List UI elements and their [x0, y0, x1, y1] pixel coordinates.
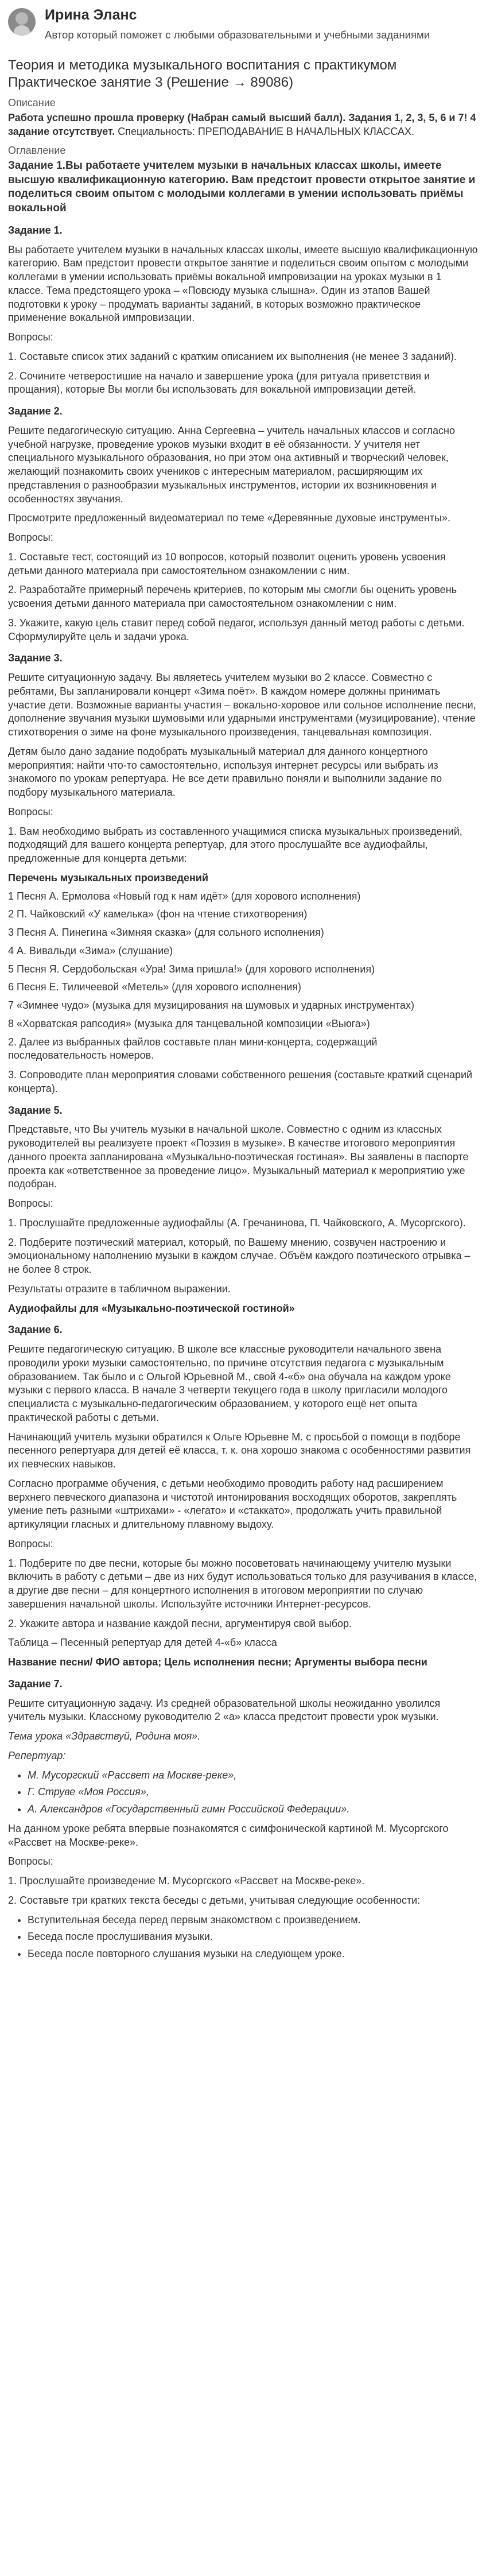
list-item: • М. Мусоргский «Рассвет на Москве-реке»,: [28, 1769, 478, 1783]
list-item: • Вступительная беседа перед первым знакомством с произведением.: [28, 1913, 478, 1927]
list-item: 6 Песня Е. Тиличеевой «Метель» (для хорового исполнения): [8, 981, 302, 993]
task5-questions-label: Вопросы:: [8, 1198, 53, 1210]
list-item: 8 «Хорватская рапсодия» (музыка для танцевальной композиции «Вьюга»): [8, 1017, 370, 1029]
task7-paragraph-2: На данном уроке ребята впервые познакомятся с симфонической картиной М. Мусоргского «Рассвет на Москве-реке».: [8, 1822, 449, 1848]
list-item: 4 А. Вивальди «Зима» (слушание): [8, 944, 173, 956]
description-rest: Специальность: ПРЕПОДАВАНИЕ В НАЧАЛЬНЫХ КЛАССАХ.: [115, 125, 415, 137]
task2-paragraph-2: Просмотрите предложенный видеоматериал по теме «Деревянные духовые инструменты».: [8, 512, 450, 524]
description-bold: Работа успешно прошла проверку (Набран самый высший балл). Задания 1, 2, 3, 5, 6 и 7! 4 задание отсутствует.: [8, 111, 476, 137]
list-item: 2 П. Чайковский «У камелька» (фон на чтение стихотворения): [8, 908, 308, 920]
task3-music-list: [8, 890, 478, 1031]
task3-question-2: 2. Далее из выбранных файлов составьте план мини-концерта, содержащий последовательность номеров.: [8, 1036, 378, 1062]
task7-repertoire-list: [8, 1769, 478, 1816]
task3-question-3: 3. Сопроводите план мероприятия словами собственного решения (составьте краткий сценарий концерта).: [8, 1069, 473, 1094]
task2-question-2: 2. Разработайте примерный перечень критериев, по которым мы смогли бы оценить уровень усвоения детьми данного материала при самостоятельном ознакомлении с ним.: [8, 584, 457, 610]
task6-questions-label: Вопросы:: [8, 1537, 53, 1550]
task2-heading: Задание 2.: [8, 405, 63, 417]
task6-table-header: Название песни/ ФИО автора; Цель исполнения песни; Аргументы выбора песни: [8, 1656, 427, 1668]
task1-question-1: 1. Составьте список этих заданий с кратким описанием их выполнения (не менее 3 заданий).: [8, 350, 457, 362]
task5-heading: Задание 5.: [8, 1104, 63, 1116]
task1-questions-label: Вопросы:: [8, 331, 53, 343]
task3-questions-label: Вопросы:: [8, 805, 53, 818]
task5-question-2: 2. Подберите поэтический материал, который, по Вашему мнению, созвучен настроению и эмоциональному наполнению музыки в каждом случае. Объём каждого поэтического отрывка – не более 8 строк.: [8, 1236, 471, 1276]
task1-main-heading: Задание 1.Вы работаете учителем музыки в начальных классах школы, имеете высшую квалификационную категорию. Вам предстоит провести открытое занятие и поделиться своим опытом с молодыми коллегами в умении использовать приёмы вокальной: [8, 160, 476, 215]
task5-question-1: 1. Прослушайте предложенные аудиофайлы (А. Гречанинова, П. Чайковского, А. Мусоргского).: [8, 1217, 466, 1229]
task3-heading: Задание 3.: [8, 652, 63, 664]
task7-paragraph-1: Решите ситуационную задачу. Из средней образовательной школы неожиданно уволился учитель музыки. Классному руководителю 2 «а» класса предстоит провести урок музыки.: [8, 1697, 441, 1723]
task6-paragraph-1: Решите педагогическую ситуацию. В школе все классные руководители начального звена проводили уроки музыки самостоятельно, по причине отсутствия педагога с музыкальным образованием. Так было и с Ольгой Юрьевной М., свой 4-«б» она обучала на каждом уроке музыки с первого класса. В начале 3 четверти текущего года в школу пригласили молодого специалиста с музыкально-педагогическим образованием, у которого ещё нет опыта практической работы с детьми.: [8, 1343, 451, 1423]
task6-question-1: 1. Подберите по две песни, которые бы можно посоветовать начинающему учителю музыки включить в работу с детьми – две из них будут использоваться только для разучивания в классе, а другие две песни – для концертного исполнения в итоговом мероприятии по случаю завершения начальной школы. Используйте источники Интернет-ресурсов.: [8, 1557, 477, 1610]
task6-question-2: 2. Укажите автора и название каждой песни, аргументируя свой выбор.: [8, 1617, 352, 1629]
task7-question-1: 1. Прослушайте произведение М. Мусоргского «Рассвет на Москве-реке».: [8, 1875, 365, 1887]
document-title: Теория и методика музыкального воспитания с практикумом Практическое занятие 3 (Решение → 89086): [8, 57, 397, 91]
list-item: • А. Александров «Государственный гимн Российской Федерации».: [28, 1803, 478, 1816]
task6-heading: Задание 6.: [8, 1324, 63, 1336]
task7-question-2: 2. Составьте три кратких текста беседы с детьми, учитывая следующие особенности:: [8, 1894, 421, 1906]
task5-audio-heading: Аудиофайлы для «Музыкально-поэтической гостиной»: [8, 1302, 295, 1314]
list-item: • Г. Струве «Моя Россия»,: [28, 1785, 478, 1799]
task6-paragraph-2: Начинающий учитель музыки обратился к Ольге Юрьевне М. с просьбой о помощи в подборе песенного репертуара для детей её класса, т. к. она хорошо знакома с особенностями развития их певческих навыков.: [8, 1431, 471, 1470]
list-item: • Беседа после прослушивания музыки.: [28, 1930, 478, 1944]
description-text: [8, 111, 478, 139]
task6-table-caption: Таблица – Песенный репертуар для детей 4-«б» класса: [8, 1637, 277, 1649]
author-avatar[interactable]: [8, 8, 36, 36]
author-block: [8, 0, 478, 42]
list-item: • Беседа после повторного слушания музыки на следующем уроке.: [28, 1947, 478, 1961]
list-item: 7 «Зимнее чудо» (музыка для музицирования на шумовых и ударных инструментах): [8, 1000, 414, 1012]
task2-questions-label: Вопросы:: [8, 532, 53, 544]
task2-question-3: 3. Укажите, какую цель ставит перед собой педагог, используя данный метод работы с детьми. Сформулируйте цель и задачи урока.: [8, 617, 465, 642]
task7-lesson-theme: Тема урока «Здравствуй, Родина моя».: [8, 1730, 201, 1742]
task7-repertoire-label: Репертуар:: [8, 1749, 66, 1761]
task1-paragraph: Вы работаете учителем музыки в начальных классах школы, имеете высшую квалификационную категорию. Вам предстоит провести открытое занятие и поделиться своим опытом с молодыми коллегами в умении использовать приёмы вокальной импровизации на уроках музыки в 1 классе. Тема предстоящего урока – «Повсюду музыка слышна». Один из этапов Вашей подготовки к уроку – продумать варианты заданий, в которых возможно практическое применение вокальной импровизации.: [8, 243, 478, 324]
list-item: 5 Песня Я. Сердобольская «Ура! Зима пришла!» (для хорового исполнения): [8, 963, 375, 975]
task5-paragraph-2: Результаты отразите в табличном выражении.: [8, 1283, 231, 1295]
list-item: 3 Песня А. Пинегина «Зимняя сказка» (для сольного исполнения): [8, 927, 324, 939]
task2-question-1: 1. Составьте тест, состоящий из 10 вопросов, который позволит оценить уровень усвоения детьми данного материала при самостоятельном ознакомлении с ним.: [8, 551, 446, 576]
task7-questions-label: Вопросы:: [8, 1856, 53, 1868]
description-label: Описание: [8, 97, 56, 109]
toc-label: Оглавление: [8, 145, 66, 157]
task2-paragraph-1: Решите педагогическую ситуацию. Анна Сергеевна – учитель начальных классов и согласно учебной нагрузке, проведение уроков музыки входит в её обязанности. У учителя нет специального музыкального образования, но при этом она активный и творческий человек, желающий познакомить своих учеников с интересным материалом, расширяющим их представления о разнообразии музыкальных инструментов, истории их возникновения и особенностях звучания.: [8, 424, 455, 505]
list-item: 1 Песня А. Ермолова «Новый год к нам идёт» (для хорового исполнения): [8, 890, 361, 902]
task3-question-1: 1. Вам необходимо выбрать из составленного учащимися списка музыкальных произведений, подходящий для вашего концерта репертуар, для этого прослушайте все аудиофайлы, предложенные для концерта детьми:: [8, 825, 462, 865]
task1-question-2: 2. Сочините четверостишие на начало и завершение урока (для ритуала приветствия и прощания), которые Вы могли бы использовать для вокальной импровизации детей.: [8, 370, 430, 396]
task7-heading: Задание 7.: [8, 1678, 63, 1690]
author-description: Автор который поможет с любыми образовательными и учебными заданиями: [45, 29, 430, 41]
task1-heading: Задание 1.: [8, 224, 63, 236]
author-info: [45, 6, 430, 42]
task3-list-heading: Перечень музыкальных произведений: [8, 871, 209, 884]
author-name[interactable]: Ирина Эланс: [45, 7, 137, 23]
task7-conversation-list: [8, 1913, 478, 1961]
task3-paragraph-1: Решите ситуационную задачу. Вы являетесь учителем музыки во 2 классе. Совместно с ребятами, Вы запланировали концерт «Зима поёт». В каждом номере должны принимать участие дети. Возможные варианты участия – вокально-хоровое или сольное исполнение песни, дополнение звучания музыки шумовыми или ударными инструментами (музицирование), чтение стихотворения о зиме на фоне музыкального произведения, танцевальная композиция.: [8, 672, 476, 738]
task3-paragraph-2: Детям было дано задание подобрать музыкальный материал для данного концертного мероприятия: найти что-то самостоятельно, используя интернет ресурсы или выбрать из знакомого по урокам репертуара. Не все дети правильно поняли и выполнили задание по подбору музыкального материала.: [8, 745, 442, 799]
task5-paragraph-1: Представьте, что Вы учитель музыки в начальной школе. Совместно с одним из классных руководителей вы реализуете проект «Поэзия в музыке». В качестве итогового мероприятия данного проекта запланирована «Музыкально-поэтическая гостиная». Вы заявлены в паспорте проекта как «ответственное за проведение лицо». Музыкальный материал к мероприятию уже подобран.: [8, 1124, 469, 1190]
task6-paragraph-3: Согласно программе обучения, с детьми необходимо проводить работу над расширением верхнего певческого диапазона и чистотой интонирования восходящих оборотов, закреплять умение петь разными «штрихами» - «легато» и «стаккато», продолжать учить правильной артикуляции гласных и длительному плавному выдоху.: [8, 1477, 457, 1531]
